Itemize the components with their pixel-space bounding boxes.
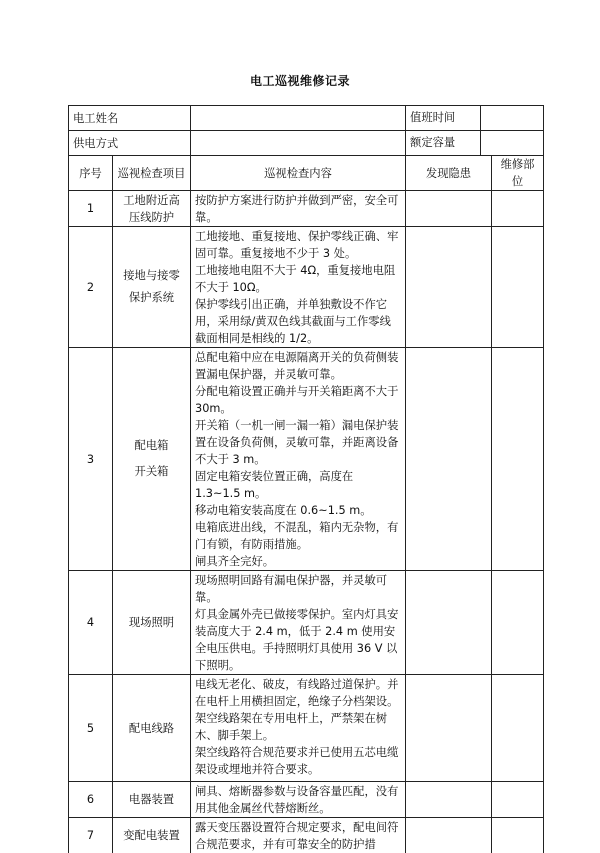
header-item: 巡视检查项目	[113, 156, 191, 191]
header-repair: 维修部位	[492, 156, 544, 191]
row-number: 6	[69, 782, 113, 818]
header-content: 巡视检查内容	[191, 156, 406, 191]
row-content	[191, 348, 406, 571]
page-title: 电工巡视维修记录	[0, 72, 600, 89]
rated-capacity-value[interactable]	[481, 131, 543, 155]
header-no: 序号	[69, 156, 113, 191]
table-row	[69, 571, 544, 675]
duty-time-label: 值班时间	[406, 106, 481, 130]
row-item: 变配电装置	[113, 818, 191, 853]
rated-capacity-label: 额定容量	[406, 131, 481, 155]
row-item: 工地附近高 压线防护	[113, 191, 191, 227]
row-content	[191, 191, 406, 227]
content-line: 架空线路架在专用电杆上，严禁架在树木、脚手架上。	[195, 710, 401, 744]
content-line: 灯具金属外壳已做接零保护。室内灯具安装高度大于 2.4 m，低于 2.4 m 使用安全电压供电。手持照明灯具使用 36 V 以下照明。	[195, 606, 401, 674]
content-line: 按防护方案进行防护并做到严密，安全可靠。	[195, 192, 401, 226]
info-row-1	[69, 106, 544, 131]
electrician-name-label: 电工姓名	[69, 106, 191, 131]
content-line: 露天变压器设置符合规定要求，配电间符合规范要求，并有可靠安全的防护措	[195, 819, 401, 853]
row-content	[191, 675, 406, 782]
table-header-row	[69, 156, 544, 191]
content-line: 现场照明回路有漏电保护器，并灵敏可靠。	[195, 572, 401, 606]
table-row	[69, 191, 544, 227]
row-item: 现场照明	[113, 571, 191, 675]
content-line: 工地接地、重复接地、保护零线正确、牢固可靠。重复接地不少于 3 处。	[195, 228, 401, 262]
content-line: 保护零线引出正确，并单独敷设不作它用，采用绿/黄双色线其截面与工作零线截面相同是相线的 1/2。	[195, 296, 401, 347]
content-line: 固定电箱安装位置正确，高度在 1.3~1.5 m。	[195, 468, 401, 502]
row-hazard-cell[interactable]	[406, 227, 492, 348]
content-line: 架空线路符合规范要求并已使用五芯电缆架设或埋地并符合要求。	[195, 744, 401, 778]
duty-time-value[interactable]	[481, 106, 543, 130]
row-repair-cell[interactable]	[492, 818, 544, 853]
table-row	[69, 782, 544, 818]
table-row	[69, 675, 544, 782]
row-number: 3	[69, 348, 113, 571]
content-line: 电箱底进出线，不混乱，箱内无杂物，有门有锁，有防雨措施。	[195, 519, 401, 553]
inspection-table	[68, 105, 544, 853]
row-content	[191, 782, 406, 818]
content-line: 闸具齐全完好。	[195, 553, 401, 570]
table-row	[69, 818, 544, 853]
content-line: 移动电箱安装高度在 0.6~1.5 m。	[195, 502, 401, 519]
content-line: 开关箱（一机一闸一漏一箱）漏电保护装置在设备负荷侧，灵敏可靠，并距离设备不大于 3 m。	[195, 417, 401, 468]
row-hazard-cell[interactable]	[406, 782, 492, 818]
row-repair-cell[interactable]	[492, 782, 544, 818]
table-row	[69, 348, 544, 571]
row-item: 配电线路	[113, 675, 191, 782]
row-number: 2	[69, 227, 113, 348]
content-line: 闸具、熔断器参数与设备容量匹配，没有用其他金属丝代替熔断丝。	[195, 783, 401, 817]
row-number: 4	[69, 571, 113, 675]
content-line: 分配电箱设置正确并与开关箱距离不大于 30m。	[195, 383, 401, 417]
content-line: 总配电箱中应在电源隔离开关的负荷侧装置漏电保护器，并灵敏可靠。	[195, 349, 401, 383]
power-supply-value[interactable]	[191, 131, 406, 156]
row-repair-cell[interactable]	[492, 227, 544, 348]
row-number: 1	[69, 191, 113, 227]
row-repair-cell[interactable]	[492, 191, 544, 227]
row-number: 7	[69, 818, 113, 853]
row-item: 配电箱 开关箱	[113, 348, 191, 571]
row-hazard-cell[interactable]	[406, 348, 492, 571]
row-hazard-cell[interactable]	[406, 191, 492, 227]
row-content	[191, 571, 406, 675]
row-hazard-cell[interactable]	[406, 818, 492, 853]
row-number: 5	[69, 675, 113, 782]
row-content	[191, 227, 406, 348]
power-supply-label: 供电方式	[69, 131, 191, 156]
content-line: 工地接地电阻不大于 4Ω，重复接地电阻不大于 10Ω。	[195, 262, 401, 296]
electrician-name-value[interactable]	[191, 106, 406, 131]
header-hazard: 发现隐患	[406, 156, 492, 191]
row-content	[191, 818, 406, 853]
row-repair-cell[interactable]	[492, 675, 544, 782]
content-line: 电线无老化、破皮，有线路过道保护。并在电杆上用横担固定，绝缘子分档架设。	[195, 676, 401, 710]
row-item: 接地与接零 保护系统	[113, 227, 191, 348]
row-repair-cell[interactable]	[492, 348, 544, 571]
info-row-2	[69, 131, 544, 156]
row-hazard-cell[interactable]	[406, 675, 492, 782]
row-item: 电器装置	[113, 782, 191, 818]
table-row	[69, 227, 544, 348]
row-hazard-cell[interactable]	[406, 571, 492, 675]
row-repair-cell[interactable]	[492, 571, 544, 675]
